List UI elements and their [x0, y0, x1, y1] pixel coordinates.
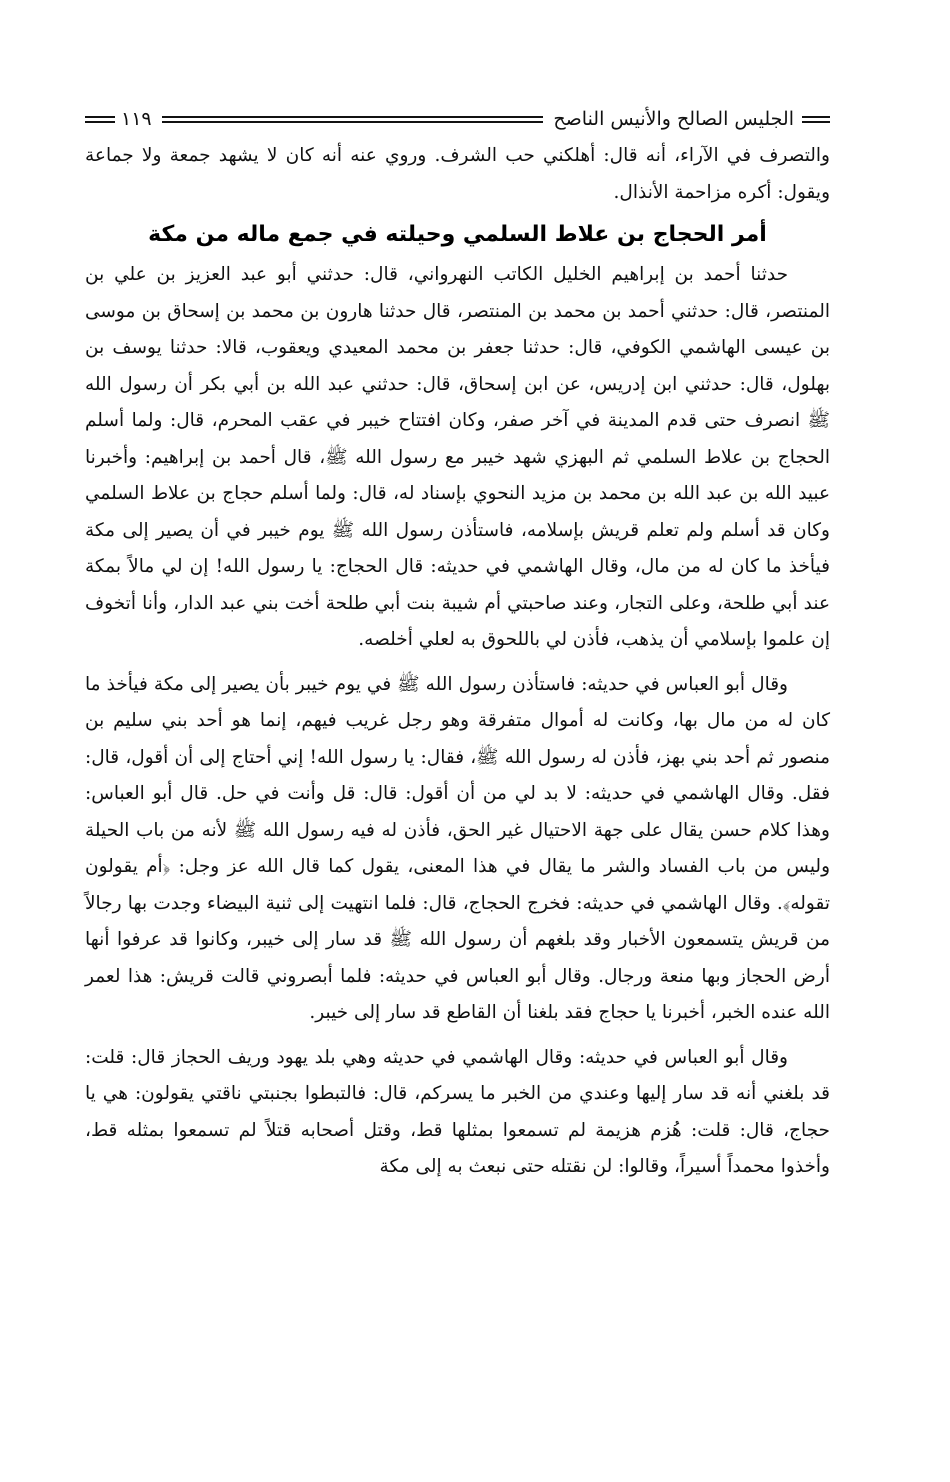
- running-header: [85, 100, 830, 138]
- section-heading: أمر الحجاج بن علاط السلمي وحيلته في جمع ماله من مكة: [148, 222, 767, 247]
- header-rule-end: [85, 116, 115, 123]
- paragraph-gap: [85, 659, 830, 667]
- header-rule-start: [802, 116, 830, 123]
- paragraph-abul-abbas: وقال أبو العباس في حديثه: فاستأذن رسول الله ﷺ في يوم خيبر بأن يصير إلى مكة فيأخذ ما كان له من مال بها، وكانت له أموال متفرقة وهو رجل غريب فيهم، إنما هو أحد بني سليم بن منصور ثم أحد بني بهز، فأذن له رسول الله ﷺ، فقال: يا رسول الله! إني أحتاج إلى أن أقول، قال: فقل. وقال الهاشمي في حديثه: لا بد لي من أن أقول: قال: قل وأنت في حل. قال أبو العباس: وهذا كلام حسن يقال على جهة الاحتيال غير الحق، فأذن له فيه رسول الله ﷺ لأنه من باب الحيلة وليس من باب الفساد والشر ما يقال في هذا المعنى، يقول كما قال الله عز وجل: ﴿أم يقولون تقوله﴾. وقال الهاشمي في حديثه: فخرج الحجاج، قال: فلما انتهيت إلى ثنية البيضاء وجدت بها رجالاً من قريش يتسمعون الأخبار وقد بلغهم أن رسول الله ﷺ قد سار إلى خيبر، وكانوا قد عرفوا أنها أرض الحجاز وبها منعة ورجال. وقال أبو العباس في حديثه: فلما أبصروني قالت قريش: هذا لعمر الله عنده الخبر، أخبرنا يا حجاج فقد بلغنا أن القاطع قد سار إلى خيبر.: [85, 673, 830, 1023]
- document-page: [85, 100, 830, 1186]
- paragraph-gap: [85, 1032, 830, 1040]
- book-title: الجليس الصالح والأنيس الناصح: [553, 108, 794, 130]
- page-number: ١١٩: [121, 108, 152, 130]
- paragraph-continuation: والتصرف في الآراء، أنه قال: أهلكني حب الشرف. وروي عنه أنه كان لا يشهد جمعة ولا جماعة ويقول: أكره مزاحمة الأنذال.: [85, 145, 830, 203]
- header-rule: [162, 116, 544, 123]
- paragraph-isnad: حدثنا أحمد بن إبراهيم الخليل الكاتب النهرواني، قال: حدثني أبو عبد العزيز بن علي بن المنتصر، قال: حدثني أحمد بن محمد بن المنتصر، قال حدثنا هارون بن محمد بن إسحاق بن موسى بن عيسى الهاشمي الكوفي، قال: حدثنا جعفر بن محمد المعيدي ويعقوب، قالا: حدثنا يوسف بن بهلول، قال: حدثني ابن إدريس، عن ابن إسحاق، قال: حدثني عبد الله بن أبي بكر أن رسول الله ﷺ انصرف حتى قدم المدينة في آخر صفر، وكان افتتاح خيبر في عقب المحرم، قال: ولما أسلم الحجاج بن علاط السلمي ثم البهزي شهد خيبر مع رسول الله ﷺ، قال أحمد بن إبراهيم: وأخبرنا عبيد الله بن عبد الله بن محمد بن مزيد النحوي بإسناد له، قال: ولما أسلم حجاج بن علاط السلمي وكان قد أسلم ولم تعلم قريش بإسلامه، فاستأذن رسول الله ﷺ يوم خيبر في أن يصير إلى مكة فيأخذ ما كان له من مال، وقال الهاشمي في حديثه: قال الحجاج: يا رسول الله! إن لي مالاً بمكة عند أبي طلحة، وعلى التجار، وعند صاحبتي أم شيبة بنت أبي طلحة أخت بني عبد الدار، وأنا أتخوف إن علموا بإسلامي أن يذهب، فأذن لي باللحوق به لعلي أخلصه.: [85, 264, 830, 650]
- paragraph-hashimi: وقال أبو العباس في حديثه: وقال الهاشمي في حديثه وهي بلد يهود وريف الحجاز قال: قلت: قد بلغني أنه قد سار إليها وعندي من الخبر ما يسركم، قال: فالتبطوا بجنبتي ناقتي يقولون: هي يا حجاج، قال: قلت: هُزم هزيمة لم تسمعوا بمثلها قط، وقتل أصحابه قتلاً لم تسمعوا بمثله قط، وأخذوا محمداً أسيراً، وقالوا: لن نقتله حتى نبعث به إلى مكة: [85, 1046, 830, 1177]
